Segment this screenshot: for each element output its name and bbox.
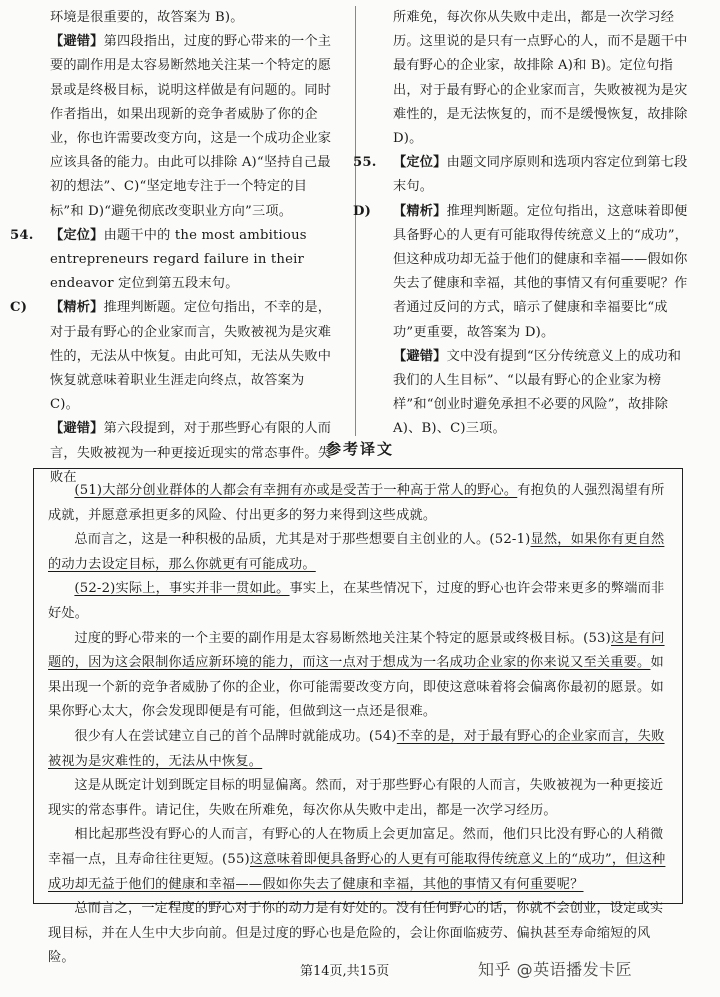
translation-paragraph [48, 823, 668, 897]
sentence: 如果你野心太大，你会发现即便是有可能，但做到这一点还是很难。 [48, 679, 664, 720]
question-54-number: 54. [10, 227, 34, 243]
underlined-sentence: 这是有问题的，因为这会限制你适应新环境的能力，而这一点对于想成为一名成功企业家的你来说又至关重要。 [48, 630, 665, 671]
underlined-sentence: 显然，如果你有更自然的动力去设定目标，那么你就更有可能成功。 [48, 532, 665, 572]
right-column [353, 6, 693, 442]
avoid-error-tag: 【避错】 [50, 34, 104, 50]
sentence: 过度的野心带来的一个主要的副作用是太容易断然地关注某个特定的愿景或终极目标。(53) [74, 630, 611, 646]
underlined-sentence: 不幸的是，对于最有野心的企业家而言，失败被视为是灾难性的，无法从中恢复。 [48, 728, 665, 769]
analysis-text: 推理判断题。定位句指出，不幸的是，对于最有野心的企业家而言，失败被视为是灾难性的，无法从中恢复。由此可知，无法从失败中恢复就意味着职业生涯走向终点，故答案为 C)。 [50, 300, 332, 413]
avoid-error-text: 第六段提到，对于那些野心有限的人而言，失败被视为一种更接近现实的常态事件。失败在 [50, 421, 332, 485]
translation-box [33, 468, 683, 966]
question-55-avoid [373, 345, 693, 442]
underlined-sentence: (52-2)实际上，事实并非一贯如此。 [74, 581, 290, 597]
translation-paragraph [48, 528, 668, 577]
sentence: 事实上，在某些情况下，过度的野心也许会带来更多的弊端而非好处。 [48, 581, 665, 621]
sentence: 相比起那些没有野心的人而言，有野心的人在物质上会更加富足。然而，他们只比没有野心的人稍微幸福一点，且寿命往往更短。(55) [48, 827, 664, 867]
continuation-paragraph: 所难免，每次你从失败中走出，都是一次学习经历。这里说的是只有一点野心的人，而不是题干中最有野心的企业家，故排除 A)和 B)。定位句指出，对于最有野心的企业家而言，失败被视为是灾难性的，是无法恢复的，而不是缓慢恢复，故排除 D)。 [393, 10, 688, 147]
analysis-text: 推理判断题。定位句指出，这意味着即便具备野心的人更有可能取得传统意义上的“成功”，但这种成功却无益于他们的健康和幸福——假如你失去了健康和幸福，其他的事情又有何重要呢？作者通过反问的方式，暗示了健康和幸福要比“成功”更重要，故答案为 D)。 [393, 203, 689, 340]
analysis-tag: 【精析】 [393, 203, 447, 219]
sentence: 总而言之，这是一种积极的品质，尤其是对于那些想要自主创业的人。(52-1) [74, 532, 531, 548]
translation-paragraph [48, 479, 668, 528]
sentence: 很少有人在尝试建立自己的首个品牌时就能成功。(54) [74, 728, 397, 744]
left-column [10, 6, 337, 490]
underlined-sentence: (51)大部分创业群体的人都会有幸拥有亦或是受苦于一种高于常人的野心。 [74, 483, 518, 498]
answer-55: D) [353, 203, 372, 219]
continuation-paragraph: 环境是很重要的，故答案为 B)。 [50, 10, 244, 25]
avoid-error-text: 文中没有提到“区分传统意义上的成功和我们的人生目标”、“以最有野心的企业家为榜样”和“创业时避免承担不必要的风险”，故排除 A)、B)、C)三项。 [393, 348, 682, 437]
locate-text: 由题文同序原则和选项内容定位到第七段末句。 [393, 155, 688, 195]
locate-text: 由题干中的 the most ambitious entrepreneurs regard failure in their endeavor 定位到第五段末句。 [50, 227, 307, 292]
question-55-number: 55. [353, 155, 377, 171]
page-number: 第14页,共15页 [300, 964, 390, 979]
avoid-error-tag: 【避错】 [393, 348, 447, 364]
translation-paragraph [48, 577, 668, 626]
sentence: 如果出现一个新的竞争者威胁了你的企业，你可能需要改变方向，即使这意味着将会偏离你最初的愿景。 [48, 655, 664, 695]
question-55-analysis [353, 200, 693, 345]
locate-tag: 【定位】 [50, 227, 104, 243]
analysis-tag: 【精析】 [50, 300, 104, 316]
avoid-error-text: 第四段指出，过度的野心带来的一个主要的副作用是太容易断然地关注某一个特定的愿景或是终极目标，说明这样做是有问题的。同时作者指出，如果出现新的竞争者威胁了你的企业，你也许需要改变方向，这是一个成功企业家应该具备的能力。由此可以排除 A)“坚持自己最初的想法”、C)“坚定地专注于一个特定的目标”和 D)“避免彻底改变职业方向”三项。 [50, 34, 332, 219]
question-54-locate [10, 224, 337, 297]
question-54-analysis [10, 296, 337, 417]
watermark: 知乎 @英语播发卡匠 [478, 960, 633, 979]
translation-paragraph [48, 725, 668, 774]
locate-tag: 【定位】 [393, 155, 447, 171]
answer-54: C) [10, 300, 28, 316]
translation-paragraph [48, 627, 668, 725]
translation-paragraph: 总而言之，一定程度的野心对于你的动力是有好处的。没有任何野心的话，你就不会创业，设定或实现目标，并在人生中大步向前。但是过度的野心也是危险的，会让你面临疲劳、偏执甚至寿命缩短的风险。 [48, 901, 664, 966]
sentence: 有抱负的人强烈渴望有所成就，并愿意承担更多的风险、付出更多的努力来得到这些成就。 [48, 483, 665, 523]
avoid-error-paragraph [30, 30, 337, 224]
avoid-error-tag: 【避错】 [50, 421, 104, 437]
underlined-sentence: 这意味着即便具备野心的人更有可能取得传统意义上的“成功”，但这种成功却无益于他们的健康和幸福——假如你失去了健康和幸福，其他的事情又有何重要呢？ [48, 851, 666, 892]
section-title: 参考译文 [325, 440, 394, 458]
translation-paragraph: 这是从既定计划到既定目标的明显偏离。然而，对于那些野心有限的人而言，失败被视为一种更接近现实的常态事件。请记住，失败在所难免，每次你从失败中走出，都是一次学习经历。 [48, 778, 664, 818]
question-55-locate [353, 151, 693, 199]
